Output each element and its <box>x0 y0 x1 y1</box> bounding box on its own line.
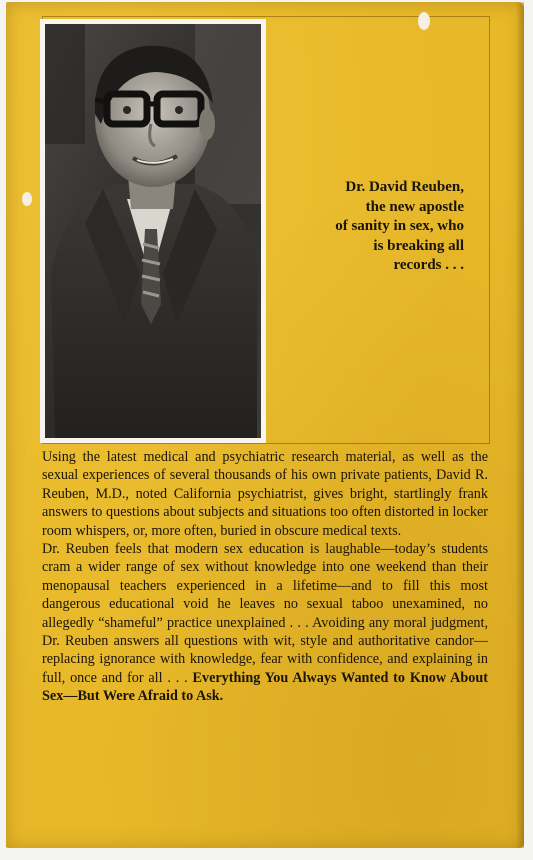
caption-line: records . . . <box>393 257 464 273</box>
author-photo-frame <box>40 19 266 443</box>
book-title: Everything You Always Wanted to Know About Sex—But Were Afraid to Ask. <box>42 669 488 705</box>
paper-wear-mark <box>418 12 430 30</box>
blurb-paragraph-2 <box>42 540 488 706</box>
author-portrait-photo <box>45 24 261 438</box>
caption-line: the new apostle <box>365 198 464 215</box>
back-cover <box>6 2 524 848</box>
blurb-paragraph-1: Using the latest medical and psychiatric research material, as well as the sexual experiences of several thousands of his own private patients, David R. Reuben, M.D., noted California psychiatrist, gives bright, startlingly frank answers to questions about subjects and situations too often distorted in locker room whispers, or, more often, buried in obscure medical texts. <box>42 449 488 539</box>
caption-line: Dr. David Reuben, <box>345 179 464 195</box>
book-blurb <box>42 448 488 706</box>
blurb-paragraph-2-text: Dr. Reuben feels that modern sex education is laughable—today’s students cram a wider range of sex without knowledge into one weekend than their menopausal teachers experienced in a lifetime—and to fill this most dangerous educational void he leaves no sexual taboo unexamined, no allegedly “shameful” practice unexplained . . . Avoiding any moral judgment, Dr. Reuben answers all questions with wit, style and authoritative candor—replacing ignorance with knowledge, fear with confidence, and explaining in full, once and for all . . . <box>42 541 488 686</box>
caption-line: is breaking all <box>373 237 464 254</box>
paper-wear-mark <box>22 192 32 206</box>
caption-line: of sanity in sex, who <box>335 218 464 234</box>
author-caption <box>276 178 464 276</box>
cover-edge-shadow <box>516 2 524 848</box>
portrait-illustration <box>45 24 261 438</box>
